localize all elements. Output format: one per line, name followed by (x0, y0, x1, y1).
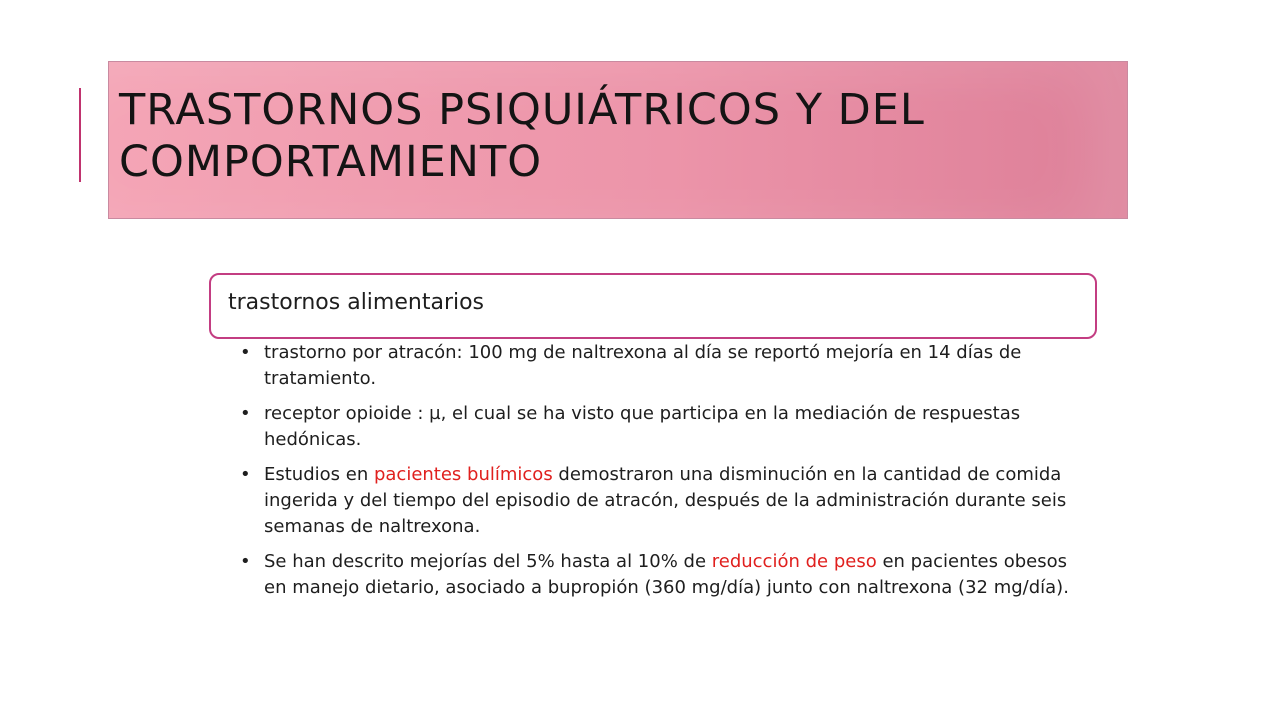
bullet-text-pre: Estudios en (264, 464, 374, 485)
bullet-text-pre: Se han descrito mejorías del 5% hasta al 10% de (264, 551, 712, 572)
highlighted-term: reducción de peso (711, 551, 877, 572)
bullet-text-post: en pacientes obesos en manejo dietario, asociado a bupropión (360 mg/día) junto con naltrexona (32 mg/día). (264, 551, 1069, 598)
title-accent-bar (79, 88, 81, 182)
bullet-list (240, 340, 1075, 610)
bullet-item (240, 549, 1075, 601)
category-header (209, 273, 1097, 339)
bullet-text-post: demostraron una disminución en la cantidad de comida ingerida y del tiempo del episodio de atracón, después de la administración durante seis semanas de naltrexona. (264, 464, 1067, 537)
bullet-item (240, 462, 1075, 540)
bullet-text: trastorno por atracón: 100 mg de naltrexona al día se reportó mejoría en 14 días de tratamiento. (264, 342, 1022, 389)
bullet-text: receptor opioide : µ, el cual se ha visto que participa en la mediación de respuestas hedónicas. (264, 403, 1021, 450)
bullet-item (240, 401, 1075, 453)
bullet-dot: • (240, 342, 251, 363)
title-band (108, 61, 1128, 219)
bullet-dot: • (240, 464, 251, 485)
bullet-dot: • (240, 403, 251, 424)
slide-title: TRASTORNOS PSIQUIÁTRICOS Y DEL COMPORTAMIENTO (119, 85, 925, 187)
category-label: trastornos alimentarios (228, 290, 485, 315)
bullet-item (240, 340, 1075, 392)
bullet-dot: • (240, 551, 251, 572)
highlighted-term: pacientes bulímicos (373, 464, 553, 485)
